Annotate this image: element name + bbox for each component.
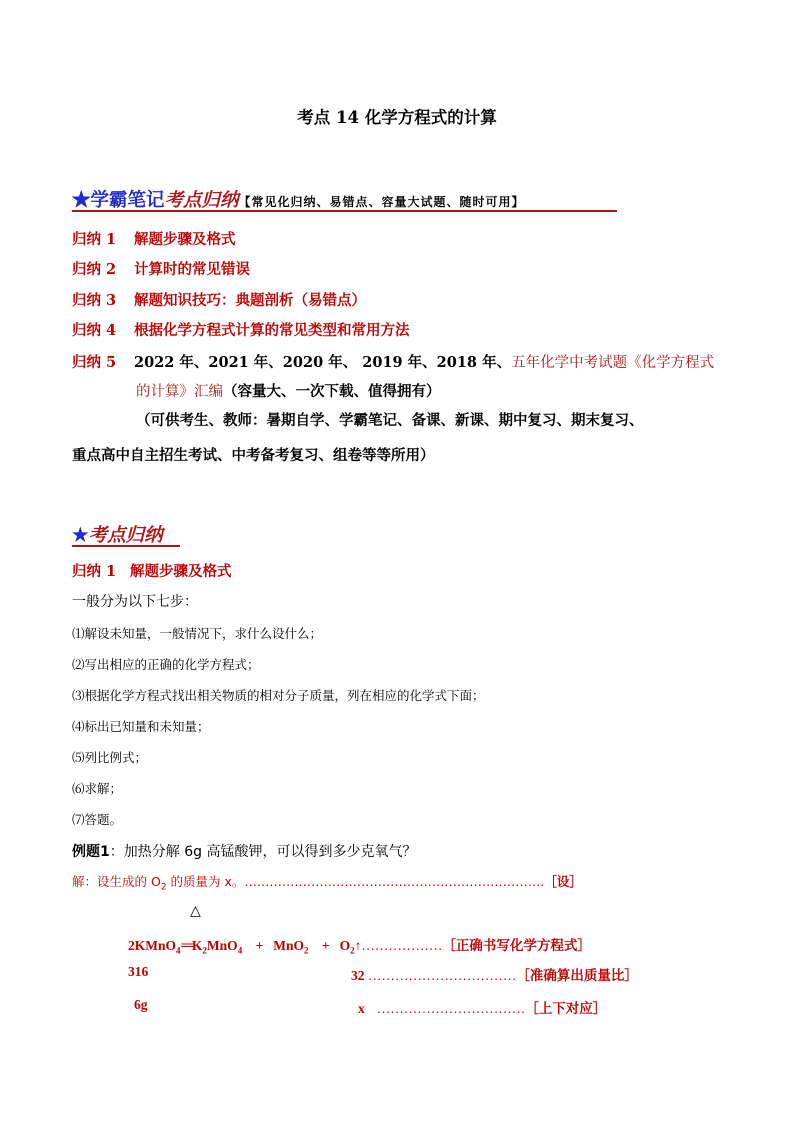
notes-header-title: 学霸笔记 bbox=[90, 190, 165, 211]
step-6: ⑹求解； bbox=[72, 781, 123, 796]
heat-triangle-icon: △ bbox=[190, 903, 201, 919]
section-header-underline bbox=[72, 545, 180, 547]
outline-item-2: 归纳 2 计算时的常见错误 bbox=[72, 261, 250, 278]
step-7: ⑺答题。 bbox=[72, 812, 123, 827]
notes-header bbox=[72, 186, 525, 212]
star-icon: ★ bbox=[72, 525, 89, 546]
known-row-right: x ……………………………［上下对应］ bbox=[358, 1001, 607, 1016]
step-3: ⑶根据化学方程式找出相关物质的相对分子质量，列在相应的化学式下面； bbox=[72, 688, 485, 703]
page-title: 考点 14 化学方程式的计算 bbox=[297, 108, 497, 127]
outline-item-5: 归纳 5 2022 年、2021 年、2020 年、 2019 年、2018 年、五年化学中考试题《化学方程式 bbox=[72, 354, 715, 371]
chemical-equation: $2KMnO_4==K_2MnO_4 + MnO_2$ + $O_2↑\dots\dots\dots\dots\dots\dots[$正确书写化学方程式］ bbox=[128, 938, 591, 956]
outline-item-4: 归纳 4 根据化学方程式计算的常见类型和常用方法 bbox=[72, 322, 410, 339]
star-icon: ★ bbox=[72, 190, 91, 211]
outline-item-1: 归纳 1 解题步骤及格式 bbox=[72, 231, 236, 248]
known-row-left: 6g bbox=[134, 997, 148, 1012]
outline-item-3: 归纳 3 解题知识技巧：典题剖析（易错点） bbox=[72, 292, 366, 309]
notes-header-subtitle: 考点归纳 bbox=[164, 190, 239, 211]
section-header-title: 考点归纳 bbox=[88, 525, 163, 546]
intro-text: 一般分为以下七步： bbox=[72, 594, 198, 610]
notes-header-underline bbox=[72, 210, 617, 212]
step-1: ⑴解设未知量，一般情况下，求什么设什么； bbox=[72, 626, 323, 641]
outline-item-5-line4: 重点高中自主招生考试、中考备考复习、组卷等等所用） bbox=[72, 447, 435, 464]
step-2: ⑵写出相应的正确的化学方程式； bbox=[72, 657, 260, 672]
section-title: 归纳 1 解题步骤及格式 bbox=[72, 563, 232, 580]
solution-line: 解：设生成的 $O_2$ 的质量为 x。………………………………………………………………［设］ bbox=[72, 874, 582, 893]
mass-row-left: 316 bbox=[128, 964, 149, 979]
notes-header-tagline: 【常见化归纳、易错点、容量大试题、随时可用】 bbox=[238, 195, 525, 209]
section-header bbox=[72, 521, 163, 547]
step-4: ⑷标出已知量和未知量； bbox=[72, 719, 210, 734]
step-5: ⑸列比例式； bbox=[72, 750, 148, 765]
outline-item-5-line3: （可供考生、教师：暑期自学、学霸笔记、备课、新课、期中复习、期末复习、 bbox=[136, 412, 644, 429]
outline-item-5-line2: 的计算》汇编（容量大、一次下载、值得拥有） bbox=[136, 383, 441, 400]
example-question: 例题1：加热分解 6g 高锰酸钾，可以得到多少克氧气？ bbox=[72, 844, 417, 860]
mass-row-right: 32 ……………………………［准确算出质量比］ bbox=[351, 968, 638, 983]
